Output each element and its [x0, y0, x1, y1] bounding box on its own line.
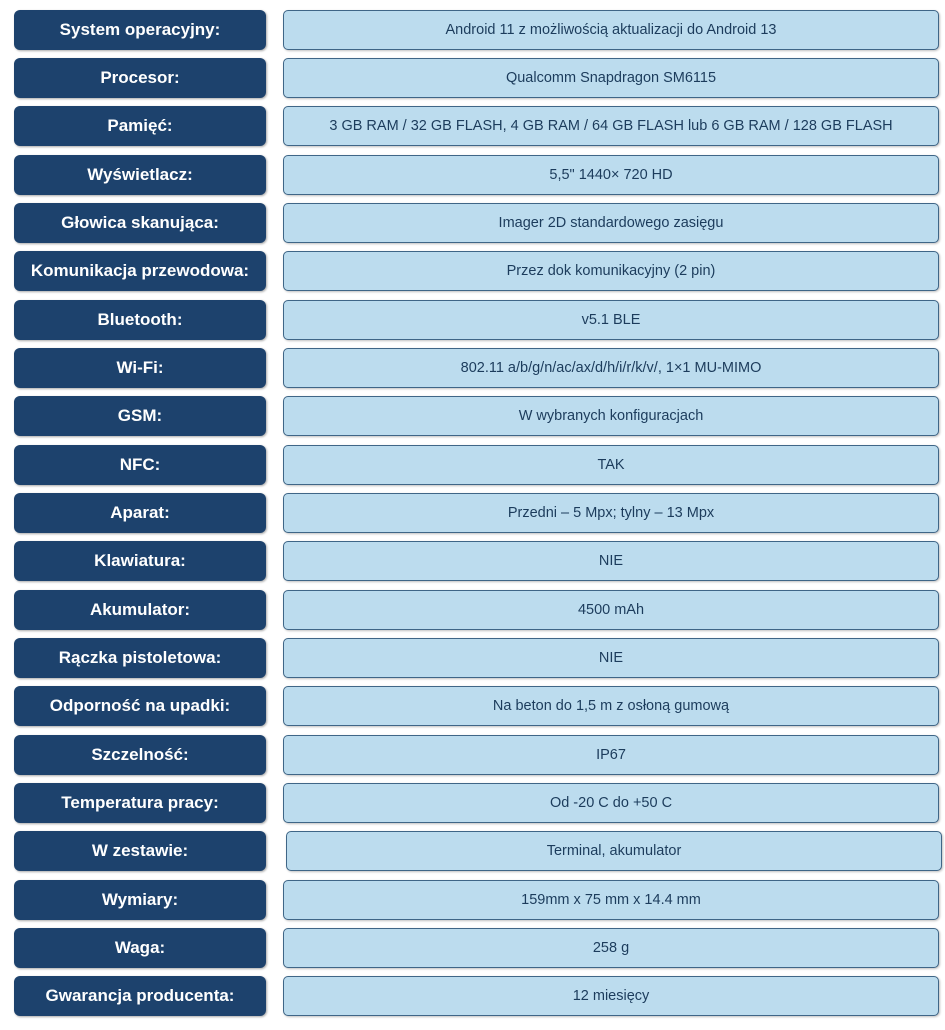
spec-value: Terminal, akumulator [286, 831, 942, 871]
spec-label: Procesor: [14, 58, 266, 98]
spec-label: Waga: [14, 928, 266, 968]
spec-label: Akumulator: [14, 590, 266, 630]
spec-value: Imager 2D standardowego zasięgu [283, 203, 939, 243]
spec-value: 802.11 a/b/g/n/ac/ax/d/h/i/r/k/v/, 1×1 MU-MIMO [283, 348, 939, 388]
spec-value: 4500 mAh [283, 590, 939, 630]
spec-label: Aparat: [14, 493, 266, 533]
spec-value: Na beton do 1,5 m z osłoną gumową [283, 686, 939, 726]
spec-row-wired [0, 251, 945, 291]
spec-row-processor [0, 58, 945, 98]
spec-row-system [0, 10, 945, 50]
spec-label: Bluetooth: [14, 300, 266, 340]
spec-label: Temperatura pracy: [14, 783, 266, 823]
spec-label: Komunikacja przewodowa: [14, 251, 266, 291]
spec-row-nfc [0, 445, 945, 485]
spec-row-keyboard [0, 541, 945, 581]
spec-row-dimensions [0, 880, 945, 920]
spec-label: Szczelność: [14, 735, 266, 775]
spec-row-memory [0, 106, 945, 146]
spec-label: Wymiary: [14, 880, 266, 920]
spec-row-pistol-grip [0, 638, 945, 678]
spec-value: 258 g [283, 928, 939, 968]
spec-label: System operacyjny: [14, 10, 266, 50]
spec-row-weight [0, 928, 945, 968]
spec-value: NIE [283, 638, 939, 678]
spec-label: Głowica skanująca: [14, 203, 266, 243]
spec-label: Rączka pistoletowa: [14, 638, 266, 678]
spec-row-bluetooth [0, 300, 945, 340]
spec-label: Klawiatura: [14, 541, 266, 581]
spec-value: W wybranych konfiguracjach [283, 396, 939, 436]
spec-row-warranty [0, 976, 945, 1016]
spec-row-camera [0, 493, 945, 533]
spec-value: Qualcomm Snapdragon SM6115 [283, 58, 939, 98]
spec-value: v5.1 BLE [283, 300, 939, 340]
spec-label: Odporność na upadki: [14, 686, 266, 726]
spec-label: Gwarancja producenta: [14, 976, 266, 1016]
spec-row-drop [0, 686, 945, 726]
spec-value: 3 GB RAM / 32 GB FLASH, 4 GB RAM / 64 GB FLASH lub 6 GB RAM / 128 GB FLASH [283, 106, 939, 146]
spec-value: TAK [283, 445, 939, 485]
spec-value: Od -20 C do +50 C [283, 783, 939, 823]
spec-value: 159mm x 75 mm x 14.4 mm [283, 880, 939, 920]
spec-value: NIE [283, 541, 939, 581]
spec-row-battery [0, 590, 945, 630]
spec-label: Pamięć: [14, 106, 266, 146]
spec-value: Przez dok komunikacyjny (2 pin) [283, 251, 939, 291]
spec-row-display [0, 155, 945, 195]
spec-row-temperature [0, 783, 945, 823]
spec-label: Wi-Fi: [14, 348, 266, 388]
spec-row-package [0, 831, 945, 871]
spec-value: 12 miesięcy [283, 976, 939, 1016]
spec-value: 5,5" 1440× 720 HD [283, 155, 939, 195]
spec-row-wifi [0, 348, 945, 388]
spec-value: Przedni – 5 Mpx; tylny – 13 Mpx [283, 493, 939, 533]
spec-value: Android 11 z możliwością aktualizacji do Android 13 [283, 10, 939, 50]
spec-label: GSM: [14, 396, 266, 436]
spec-label: W zestawie: [14, 831, 266, 871]
spec-value: IP67 [283, 735, 939, 775]
spec-label: Wyświetlacz: [14, 155, 266, 195]
spec-row-sealing [0, 735, 945, 775]
spec-row-scanner [0, 203, 945, 243]
spec-label: NFC: [14, 445, 266, 485]
spec-row-gsm [0, 396, 945, 436]
